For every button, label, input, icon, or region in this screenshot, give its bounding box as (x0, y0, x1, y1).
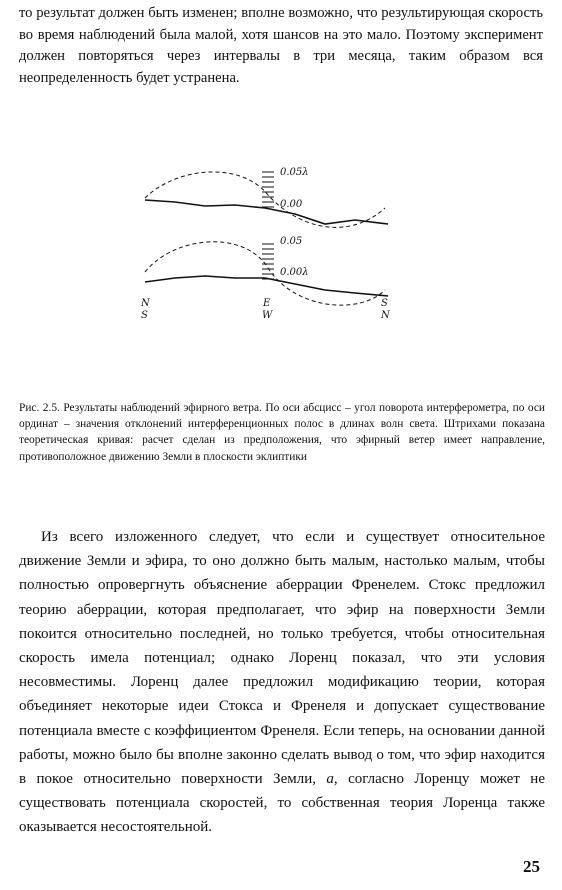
page-number: 25 (523, 857, 540, 876)
upper-zero-label: 0.00 (280, 199, 303, 210)
direction-mid-top: E (263, 298, 271, 309)
top-paragraph: то результат должен быть изменен; вполне возможно, что результирующая скорость во время наблюдений была малой, хотя шансов на это мало. Поэтому эксперимент должен повторяться через интервалы в три месяца, таким образом вся неопределенность будет устранена. (19, 5, 543, 86)
direction-mid-bottom: W (262, 310, 273, 321)
direction-right-top: S (381, 298, 388, 309)
direction-left-top: N (141, 298, 150, 309)
direction-left-bottom: S (141, 310, 148, 321)
figure-caption (19, 400, 545, 465)
upper-observed-curve (145, 200, 388, 224)
lower-theory-curve (145, 242, 385, 305)
caption-label: Рис. 2.5. (19, 402, 60, 414)
caption-text: Результаты наблюдений эфирного ветра. По оси абсцисс – угол поворота интерферометра, по оси ординат – значения отклонений интерференционных полос в длинах волн света. Штрихами показана теоретическая кривая: расчет сделан из предположения, что эфирный ветер имеет направление, противоположное движению Земли в плоскости эклиптики (19, 402, 545, 463)
upper-scale-ticks (262, 172, 274, 207)
main-paragraph-italic: а (326, 771, 334, 788)
main-paragraph (19, 525, 545, 840)
main-paragraph-part2: , согласно Лоренцу может не существовать потенциала скоростей, то собственная теория Лоренца также оказывается несостоятельной. (19, 771, 545, 836)
figure-ether-wind (0, 150, 562, 340)
upper-scale-label: 0.05λ (280, 167, 309, 178)
lower-scale-ticks (262, 244, 274, 279)
direction-right-bottom: N (381, 310, 390, 321)
lower-scale-label: 0.05 (280, 236, 303, 247)
main-paragraph-part1: Из всего изложенного следует, что если и существует относительное движение Земли и эфира, то оно должно быть малым, настолько малым, чтобы полностью опровергнуть объяснение аберрации Френелем. Стокс предложил теорию аберрации, которая предполагает, что эфир на поверхности Земли покоится относительно последней, но только требуется, чтобы относительная скорость имела потенциал; однако Лоренц показал, что эти условия несовместимы. Лоренц далее предложил модификацию теории, которая объединяет некоторые идеи Стокса и Френеля и допускает существование потенциала вместе с коэффициентом Френеля. Если теперь, на основании данной работы, можно было бы вполне законно сделать вывод о том, что эфир находится в покое относительно поверхности Земли, (19, 529, 545, 788)
upper-theory-curve (145, 172, 385, 227)
lower-zero-label: 0.00λ (280, 267, 309, 278)
